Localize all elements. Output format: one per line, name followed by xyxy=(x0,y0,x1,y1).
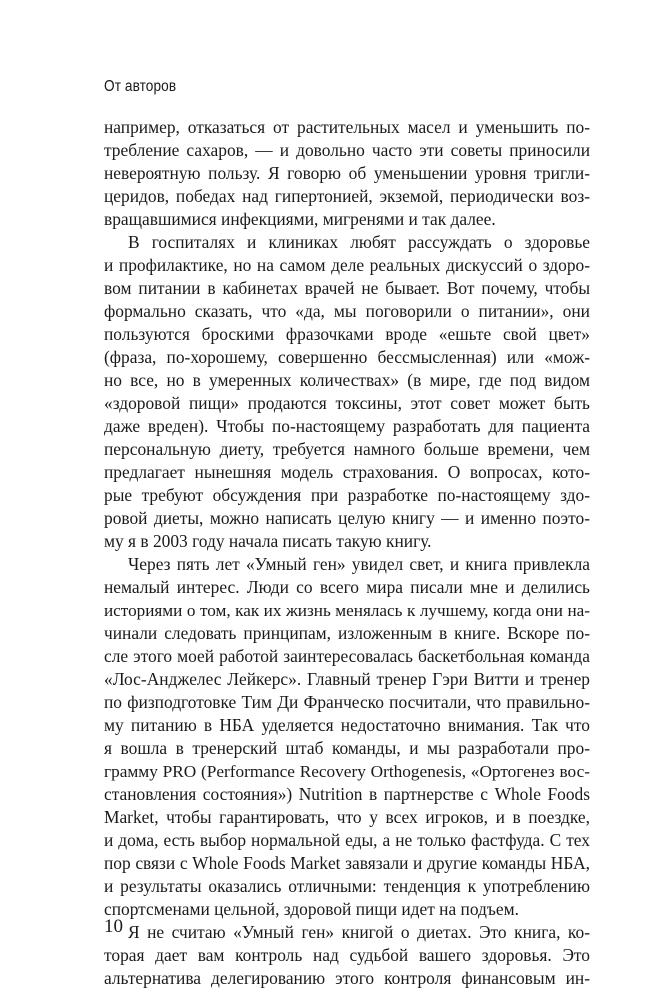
text-line: я вошла в тренерский штаб команды, и мы разработали про- xyxy=(104,738,590,758)
text-line: и профилактике, но на самом деле реальных дискуссий о здоро- xyxy=(104,255,590,275)
text-line: (фраза, по-хорошему, совершенно бессмысленная) или «мож- xyxy=(104,347,590,367)
body-text xyxy=(104,116,590,990)
text-line: чинали следовать принципам, изложенным в книге. Вскоре по- xyxy=(104,623,590,643)
text-line: требление сахаров, — и довольно часто эти советы приносили xyxy=(104,140,590,160)
text-line: формально сказать, что «да, мы поговорили о питании», они xyxy=(104,301,590,321)
text-line: историями о том, как их жизнь менялась к лучшему, когда они на- xyxy=(104,601,590,620)
text-line: альтернатива делегированию этого контроля финансовым ин- xyxy=(104,968,590,988)
text-line: Через пять лет «Умный ген» увидел свет, и книга привлекла xyxy=(128,554,590,574)
page-number: 10 xyxy=(104,916,123,937)
text-line: В госпиталях и клиниках любят рассуждать о здоровье xyxy=(128,232,590,252)
text-line: пользуются броскими фразочками вроде «ешьте свой цвет» xyxy=(104,324,590,344)
text-line: сле этого моей работой заинтересовалась баскетбольная команда xyxy=(104,646,590,666)
text-line: даже вреден). Чтобы по-настоящему разработать для пациента xyxy=(104,416,590,436)
text-line: вращавшимися инфекциями, мигренями и так далее. xyxy=(104,209,496,229)
text-line: персональную диету, требуется намного больше времени, чем xyxy=(104,439,590,459)
text-line: Я не считаю «Умный ген» книгой о диетах. Это книга, ко- xyxy=(128,922,590,942)
running-head: От авторов xyxy=(104,78,177,95)
text-line: но все, но в умеренных количествах» (в мире, где под видом xyxy=(104,370,590,390)
text-line: невероятную пользу. Я говорю об уменьшении уровня тригли- xyxy=(104,163,590,183)
text-line: торая дает вам контроль над судьбой вашего здоровья. Это xyxy=(104,945,590,965)
text-line: например, отказаться от растительных масел и уменьшить по- xyxy=(104,117,590,137)
text-line: по физподготовке Тим Ди Франческо посчитали, что правильно- xyxy=(104,692,590,712)
text-line: Market, чтобы гарантировать, что у всех игроков, и в поездке, xyxy=(104,807,590,827)
text-line: немалый интерес. Люди со всего мира писали мне и делились xyxy=(104,577,590,597)
text-line: спортсменами цельной, здоровой пищи идет на подъем. xyxy=(104,899,519,919)
text-line: и дома, есть выбор нормальной еды, а не только фастфуда. С тех xyxy=(104,830,590,850)
text-line: рые требуют обсуждения при разработке по-настоящему здо- xyxy=(104,485,590,505)
text-line: «здоровой пищи» продаются токсины, этот совет может быть xyxy=(104,393,590,413)
text-line: пор связи с Whole Foods Market завязали и другие команды НБА, xyxy=(104,853,590,873)
text-line: ровой диеты, можно написать целую книгу — и именно поэто- xyxy=(104,508,590,528)
text-line: вом питании в кабинетах врачей не бывает. Вот почему, чтобы xyxy=(104,278,590,298)
text-line: грамму PRO (Performance Recovery Orthogenesis, «Ортогенез вос- xyxy=(104,762,590,781)
text-line: му я в 2003 году начала писать такую книгу. xyxy=(104,531,432,551)
text-line: и результаты оказались отличными: тенденция к употреблению xyxy=(104,876,590,896)
text-line: становления состояния») Nutrition в партнерстве с Whole Foods xyxy=(104,784,590,804)
text-line: му питанию в НБА уделяется недостаточно внимания. Так что xyxy=(104,715,590,735)
text-line: церидов, победах над гипертонией, экземой, периодически воз- xyxy=(104,186,590,206)
text-line: предлагает нынешняя модель страхования. О вопросах, кото- xyxy=(104,462,590,482)
text-line: «Лос-Анджелес Лейкерс». Главный тренер Гэри Витти и тренер xyxy=(104,669,590,689)
